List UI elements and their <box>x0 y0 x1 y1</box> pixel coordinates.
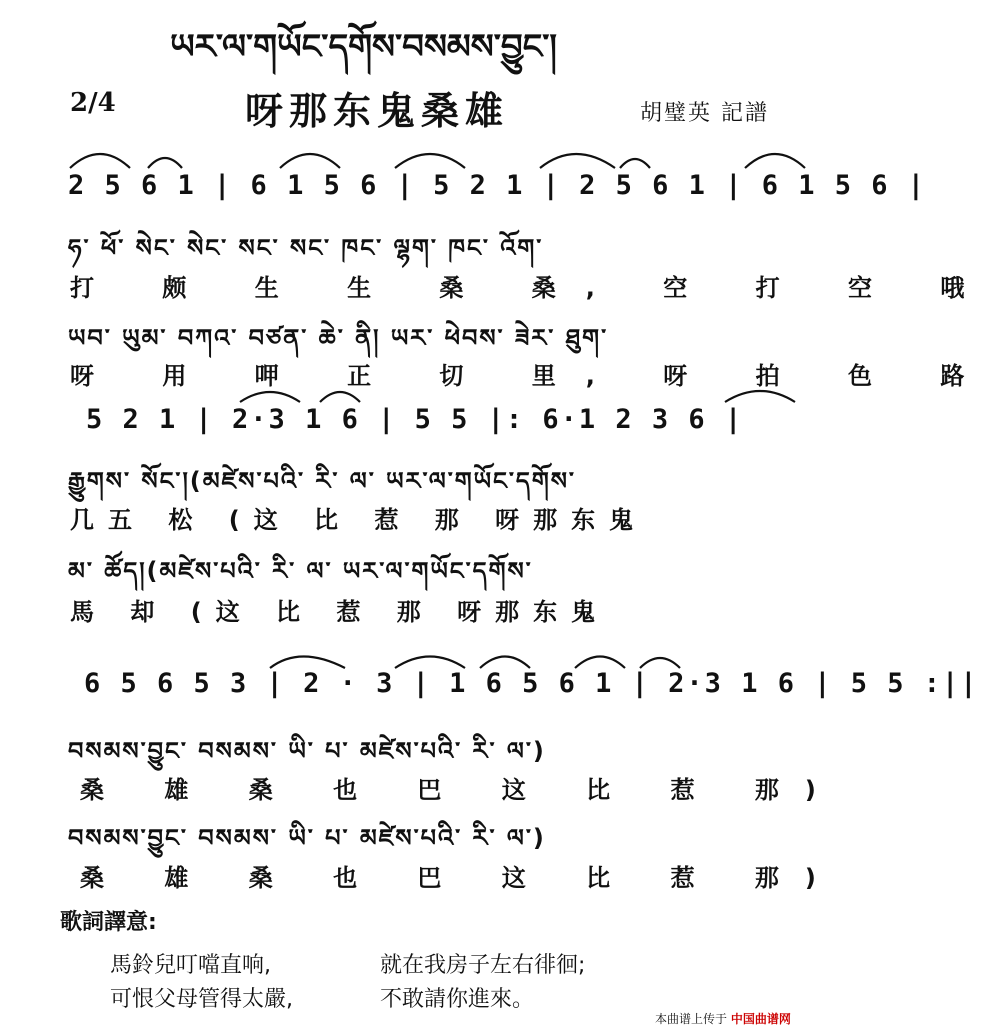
chinese-lyric-row-2b: 馬 却 (这 比 惹 那 呀那东鬼 <box>70 598 610 626</box>
tibetan-lyric-row-2b: མ་ ཚོད།(མཛེས་པའི་ རི་ ལ་ ཡར་ལ་གཡོང་དགོས་ <box>68 557 533 585</box>
notation-row-2: 5 2 1 | 2·3 1 6 | 5 5 |: 6·1 2 3 6 | <box>86 404 744 435</box>
translation-line-2b: 不敢請你進來。 <box>380 987 535 1012</box>
source-watermark <box>655 1010 791 1027</box>
time-signature: 2/4 <box>70 88 116 118</box>
chinese-lyric-row-2a: 几五 松 (这 比 惹 那 呀那东鬼 <box>70 506 648 534</box>
chinese-lyric-row-3b: 桑 雄 桑 也 巴 这 比 惹 那) <box>80 864 842 892</box>
tibetan-lyric-row-3a: བསམས་བྱུང་ བསམས་ ཡི་ པ་ མཛེས་པའི་ རི་ ལ་) <box>68 737 546 765</box>
tibetan-lyric-row-3b: བསམས་བྱུང་ བསམས་ ཡི་ པ་ མཛེས་པའི་ རི་ ལ་) <box>68 824 546 852</box>
translation-line-2a: 可恨父母管得太嚴, <box>110 987 293 1012</box>
watermark-prefix: 本曲谱上传于 <box>655 1012 728 1026</box>
tibetan-title: ཡར་ལ་གཡོང་དགོས་བསམས་བྱུང་། <box>170 27 557 67</box>
notation-row-1: 2 5 6 1 | 6 1 5 6 | 5 2 1 | 2 5 6 1 | 6 1 5 6 | <box>68 170 927 201</box>
translation-line-1b: 就在我房子左右徘徊; <box>380 953 586 978</box>
chinese-lyric-row-1a: 打 颇 生 生 桑 桑, 空 打 空 哦 <box>70 274 994 302</box>
chinese-lyric-row-1b: 呀 用 呷 正 切 里, 呀 拍 色 路 <box>70 362 994 390</box>
tibetan-lyric-row-2a: རྒྱུགས་ སོང་།(མཛེས་པའི་ རི་ ལ་ ཡར་ལ་གཡོང་དགོས་ <box>68 467 576 495</box>
watermark-brand: 中国曲谱网 <box>730 1012 791 1026</box>
song-title: 呀那东鬼桑雄 <box>245 88 510 133</box>
chinese-lyric-row-3a: 桑 雄 桑 也 巴 这 比 惹 那) <box>80 776 842 804</box>
tibetan-lyric-row-1b: ཡབ་ ཡུམ་ བཀའ་ བཙན་ ཆེ་ ནི། ཡར་ ཕེབས་ ཟེར་ ཐུག་ <box>68 324 609 352</box>
translation-line-1a: 馬鈴兒叮噹直响, <box>110 953 271 978</box>
tibetan-lyric-row-1a: ཧ་ ཕོ་ སེང་ སེང་ སང་ སང་ ཁང་ ལྷག་ ཁང་ འོག་ <box>68 234 544 262</box>
notation-row-3: 6 5 6 5 3 | 2 · 3 | 1 6 5 6 1 | 2·3 1 6 | 5 5 :|| <box>84 668 979 699</box>
translation-heading: 歌詞譯意: <box>60 910 157 935</box>
transcriber-credit: 胡璧英 記譜 <box>640 101 769 126</box>
